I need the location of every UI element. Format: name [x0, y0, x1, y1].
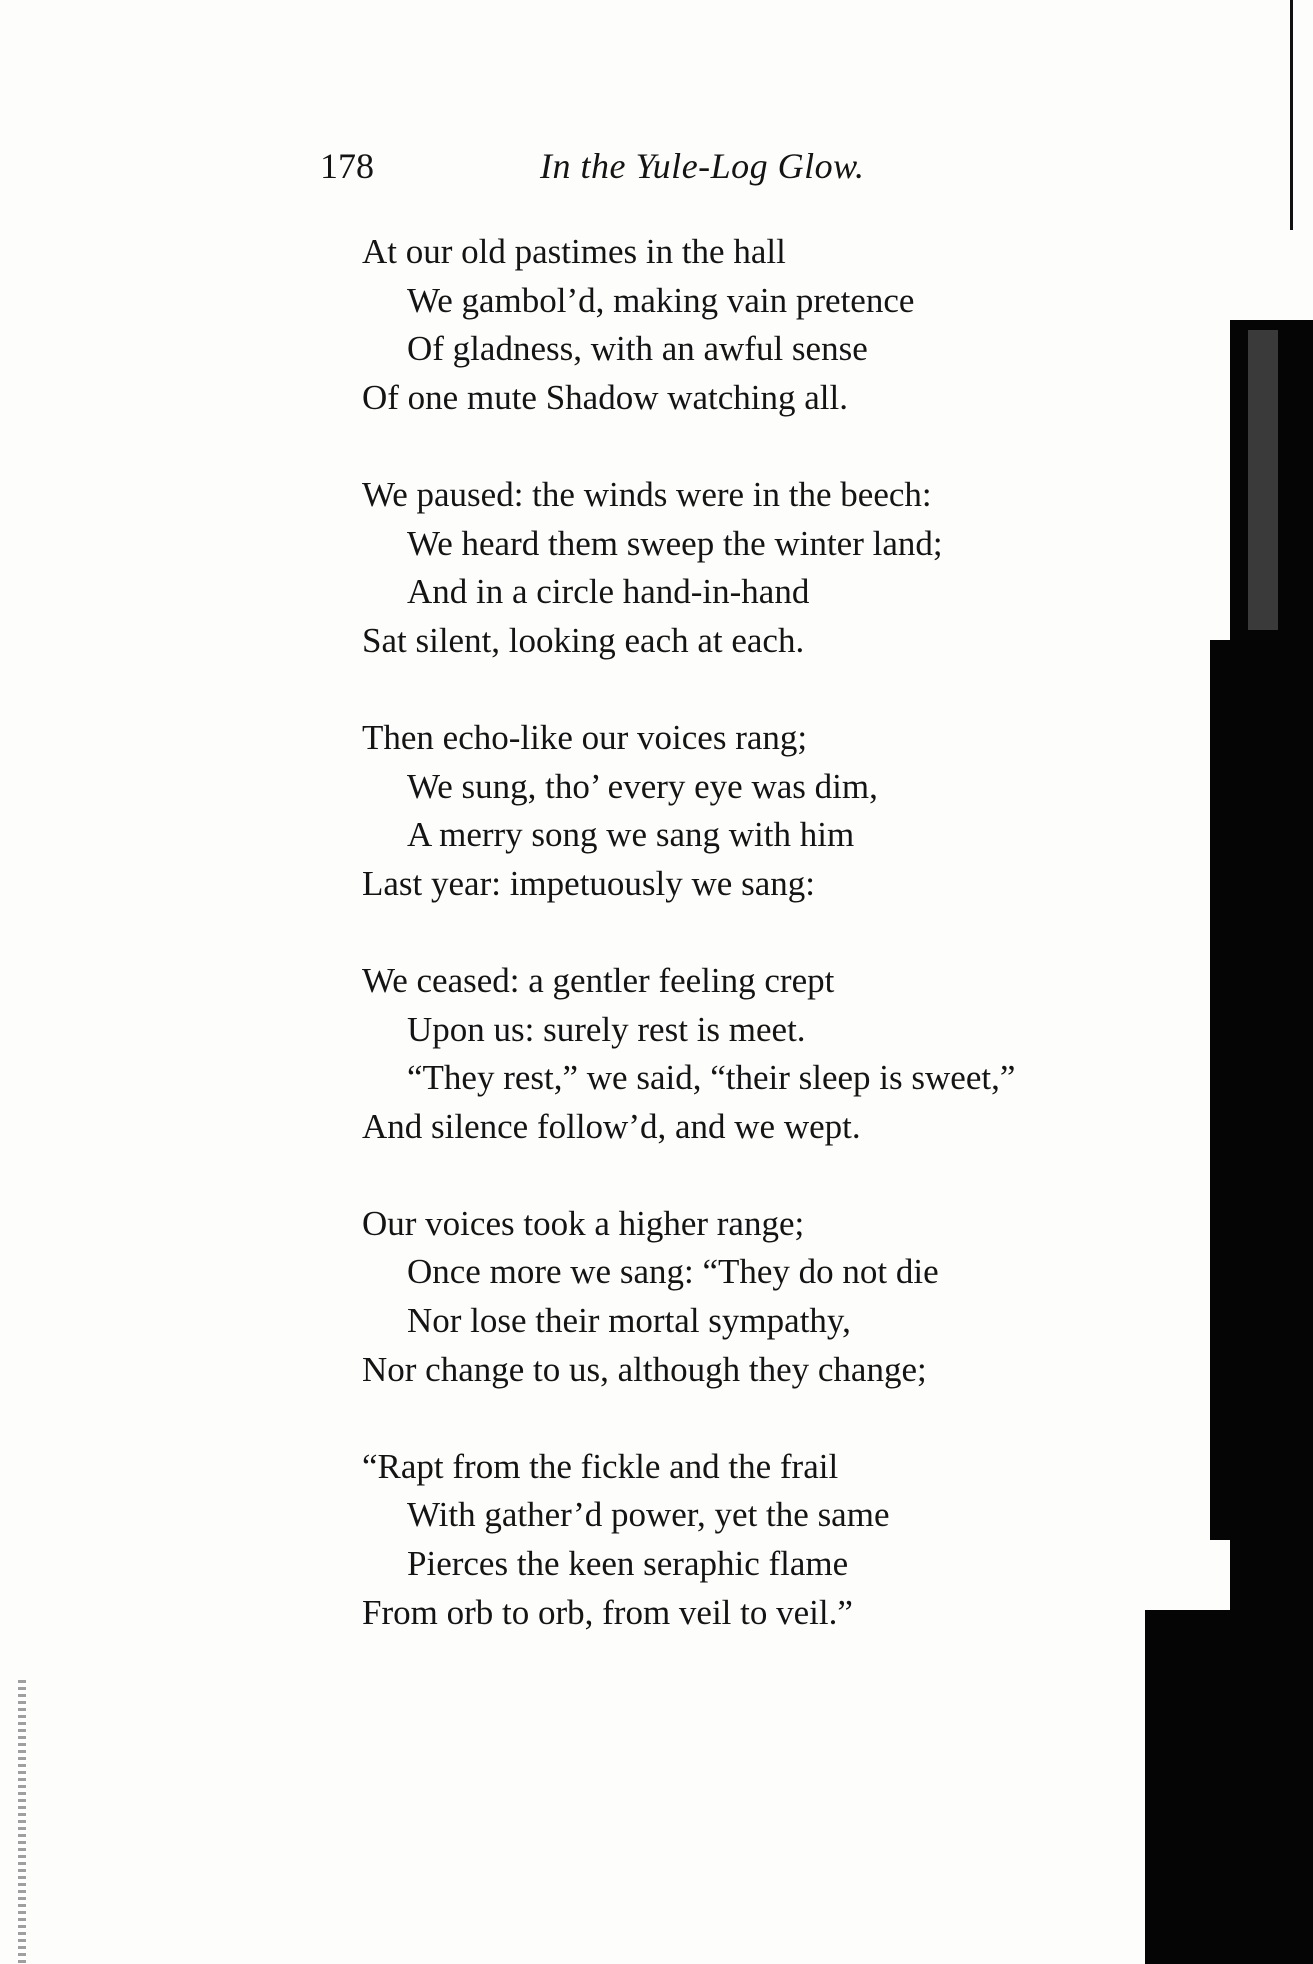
stanza	[362, 471, 1182, 665]
verse-line: Of one mute Shadow watching all.	[362, 377, 849, 417]
stanza	[362, 1443, 1182, 1637]
verse-line: Of gladness, with an awful sense	[407, 329, 868, 369]
stanza	[362, 957, 1182, 1151]
verse-line: “They rest,” we said, “their sleep is sweet,”	[407, 1058, 1016, 1098]
verse-line: From orb to orb, from veil to veil.”	[362, 1592, 853, 1632]
verse-line: We paused: the winds were in the beech:	[362, 474, 932, 514]
verse-line: We sung, tho’ every eye was dim,	[407, 766, 878, 806]
verse-line: Pierces the keen seraphic flame	[407, 1544, 849, 1584]
page-number: 178	[320, 146, 374, 186]
page-header	[320, 145, 960, 195]
verse-line: And silence follow’d, and we wept.	[362, 1106, 861, 1146]
stanza	[362, 1200, 1182, 1394]
stanza	[362, 228, 1182, 422]
verse-line: We heard them sweep the winter land;	[407, 523, 943, 563]
scan-artifact	[18, 1680, 26, 1964]
verse-line: Once more we sang: “They do not die	[407, 1252, 939, 1292]
verse-line: A merry song we sang with him	[407, 815, 855, 855]
binding-shadow	[1248, 330, 1278, 630]
stanza	[362, 714, 1182, 908]
verse-line: And in a circle hand-in-hand	[407, 572, 810, 612]
verse-line: Our voices took a higher range;	[362, 1203, 805, 1243]
verse-line: Nor lose their mortal sympathy,	[407, 1301, 851, 1341]
verse-line: At our old pastimes in the hall	[362, 232, 786, 271]
verse-line: Then echo-like our voices rang;	[362, 717, 808, 757]
verse-line: We gambol’d, making vain pretence	[407, 280, 915, 320]
verse-line: “Rapt from the fickle and the frail	[362, 1446, 839, 1486]
running-title: In the Yule-Log Glow.	[540, 146, 865, 186]
verse-line: Upon us: surely rest is meet.	[407, 1009, 806, 1049]
verse-line: Sat silent, looking each at each.	[362, 620, 805, 660]
poem-body	[362, 228, 1182, 1686]
verse-line: We ceased: a gentler feeling crept	[362, 960, 835, 1000]
page-edge-line	[1290, 0, 1293, 230]
verse-line: Last year: impetuously we sang:	[362, 863, 815, 903]
verse-line: With gather’d power, yet the same	[407, 1495, 890, 1535]
binding-shadow	[1210, 640, 1240, 1540]
verse-line: Nor change to us, although they change;	[362, 1349, 927, 1389]
